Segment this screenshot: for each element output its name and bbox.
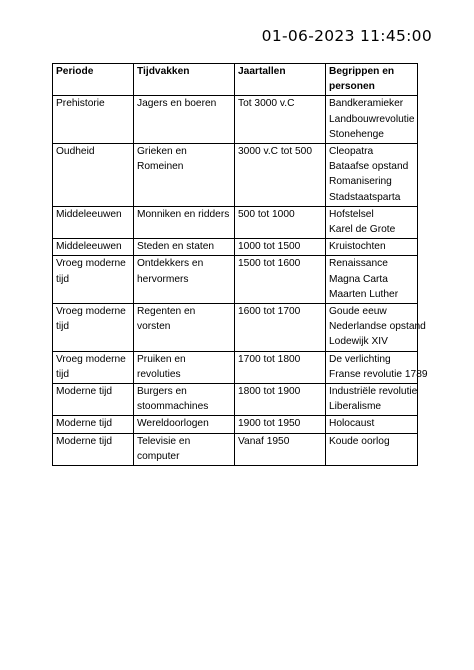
cell-tijdvak: Wereldoorlogen (134, 416, 235, 433)
table-row (53, 351, 418, 383)
cell-jaartallen: 500 tot 1000 (235, 206, 326, 238)
cell-jaartallen: 1900 tot 1950 (235, 416, 326, 433)
begrip-item: Goude eeuw (329, 306, 387, 318)
cell-begrippen (326, 416, 418, 433)
cell-tijdvak: Steden en staten (134, 239, 235, 256)
begrip-item: Renaissance (329, 258, 388, 270)
table-row (53, 384, 418, 416)
timestamp: 01-06-2023 11:45:00 (261, 27, 432, 45)
cell-begrippen (326, 304, 426, 352)
history-periods-table (52, 63, 428, 466)
cell-begrippen (326, 144, 418, 207)
table-row (53, 239, 418, 256)
begrip-item: Romanisering (329, 176, 392, 188)
cell-begrippen (326, 96, 418, 144)
cell-begrippen (326, 256, 418, 304)
begrip-item: Bataafse opstand (329, 161, 409, 173)
cell-periode: Oudheid (53, 144, 134, 207)
cell-periode: Middeleeuwen (53, 206, 134, 238)
cell-begrippen (326, 384, 418, 416)
cell-periode: Middeleeuwen (53, 239, 134, 256)
begrip-item: Franse revolutie 1789 (329, 368, 428, 380)
table-row (53, 206, 418, 238)
header-periode: Periode (53, 64, 134, 96)
cell-periode: Vroeg moderne tijd (53, 351, 134, 383)
cell-begrippen (326, 351, 428, 383)
begrip-item: Holocaust (329, 418, 375, 430)
cell-jaartallen: 1800 tot 1900 (235, 384, 326, 416)
cell-tijdvak: Televisie en computer (134, 433, 235, 465)
cell-tijdvak: Pruiken en revoluties (134, 351, 235, 383)
table-row (53, 304, 418, 352)
cell-jaartallen: Tot 3000 v.C (235, 96, 326, 144)
begrip-item: Karel de Grote (329, 224, 396, 236)
cell-tijdvak: Monniken en ridders (134, 206, 235, 238)
table-row (53, 433, 418, 465)
table-row (53, 416, 418, 433)
cell-begrippen (326, 433, 418, 465)
begrip-item: Stadstaatsparta (329, 191, 401, 203)
begrip-item: Maarten Luther (329, 288, 399, 300)
cell-tijdvak: Jagers en boeren (134, 96, 235, 144)
begrip-item: Landbouwrevolutie (329, 113, 415, 125)
cell-jaartallen: 1000 tot 1500 (235, 239, 326, 256)
begrip-item: Liberalisme (329, 401, 382, 413)
begrip-item: Cleopatra (329, 146, 374, 158)
begrip-item: Magna Carta (329, 273, 388, 285)
cell-jaartallen: 1700 tot 1800 (235, 351, 326, 383)
table-body (53, 96, 428, 466)
cell-periode: Vroeg moderne tijd (53, 304, 134, 352)
begrip-item: Industriële revolutie (329, 386, 418, 398)
cell-begrippen (326, 239, 418, 256)
cell-tijdvak: Grieken en Romeinen (134, 144, 235, 207)
cell-jaartallen: 1500 tot 1600 (235, 256, 326, 304)
cell-tijdvak: Burgers en stoommachines (134, 384, 235, 416)
cell-jaartallen: 1600 tot 1700 (235, 304, 326, 352)
cell-tijdvak: Regenten en vorsten (134, 304, 235, 352)
header-begrippen: Begrippen en personen (326, 64, 418, 96)
begrip-item: De verlichting (329, 353, 391, 365)
begrip-item: Hofstelsel (329, 208, 374, 220)
begrip-item: Bandkeramieker (329, 98, 404, 110)
table-row (53, 256, 418, 304)
cell-jaartallen: 3000 v.C tot 500 (235, 144, 326, 207)
header-jaartallen: Jaartallen (235, 64, 326, 96)
begrip-item: Nederlandse opstand (329, 321, 426, 333)
table-row (53, 144, 418, 207)
cell-jaartallen: Vanaf 1950 (235, 433, 326, 465)
cell-periode: Moderne tijd (53, 416, 134, 433)
begrip-item: Kruistochten (329, 241, 386, 253)
cell-periode: Moderne tijd (53, 384, 134, 416)
begrip-item: Koude oorlog (329, 435, 390, 447)
begrip-item: Lodewijk XIV (329, 336, 388, 348)
cell-periode: Moderne tijd (53, 433, 134, 465)
table-row (53, 96, 418, 144)
cell-begrippen (326, 206, 418, 238)
header-tijdvakken: Tijdvakken (134, 64, 235, 96)
cell-periode: Vroeg moderne tijd (53, 256, 134, 304)
begrip-item: Stonehenge (329, 128, 384, 140)
cell-periode: Prehistorie (53, 96, 134, 144)
cell-tijdvak: Ontdekkers en hervormers (134, 256, 235, 304)
table-header-row (53, 64, 418, 96)
